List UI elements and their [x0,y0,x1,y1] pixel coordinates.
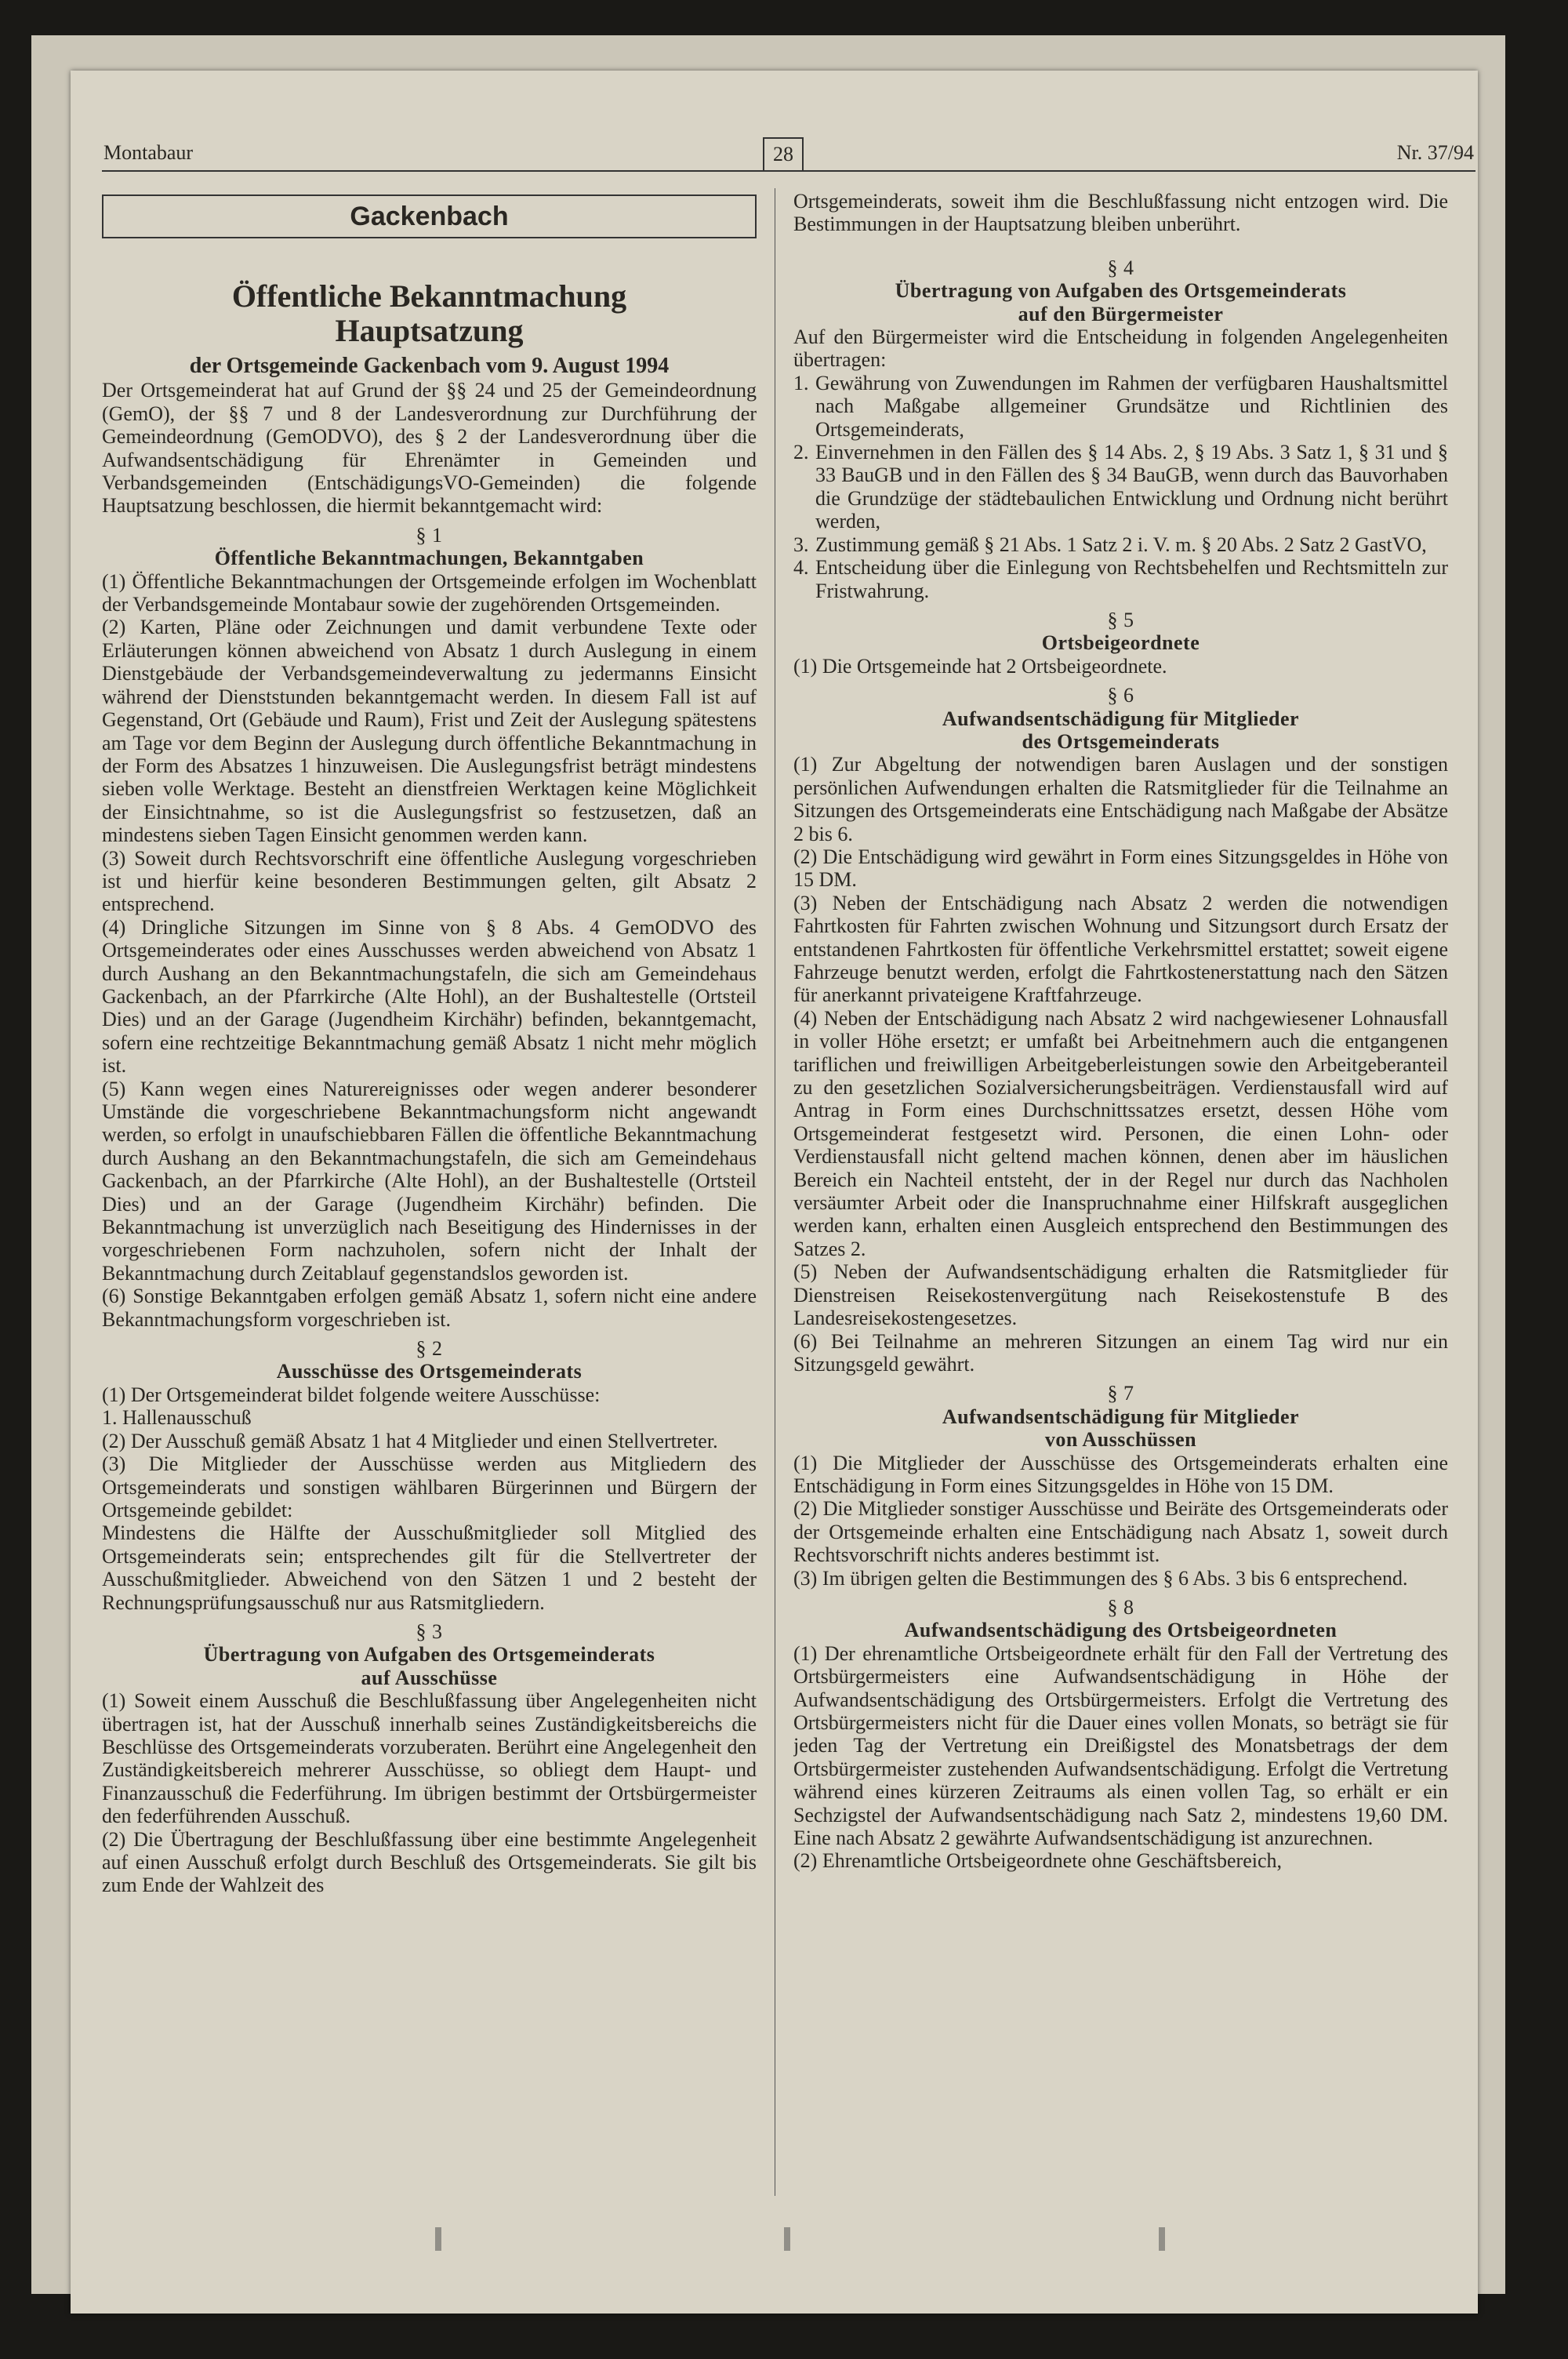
list-item-text: Gewährung von Zuwendungen im Rahmen der verfügbaren Haushaltsmittel nach Maßgabe allgemeiner Grundsätze und Richtlinien des Ortsgemeinderats, [815,371,1448,441]
binding-mark [1159,2227,1165,2251]
section-8-heading [793,1596,1448,1642]
section-number: § 1 [416,523,443,547]
paragraph: (1) Soweit einem Ausschuß die Beschlußfassung über Angelegenheiten nicht übertragen ist, hat der Ausschuß innerhalb seines Zuständigkeitsbereichs die Beschlüsse des Ortsgemeinderats vorzuberaten. Berührt eine Angelegenheit den Zuständigkeitsbereich mehrerer Ausschüsse, so obliegt dem Haupt- und Finanzausschuß die Federführung. Im übrigen bestimmt der Ortsbürgermeister den federführenden Ausschuß. [102,1689,757,1828]
section-title-line1: Übertragung von Aufgaben des Ortsgemeinderats [203,1643,655,1667]
section-title: Ortsbeigeordnete [1041,631,1200,655]
paragraph: (5) Neben der Aufwandsentschädigung erhalten die Ratsmitglieder für Dienstreisen Reisekostenvergütung nach Reisekostenstufe B des Landesreisekostengesetzes. [793,1260,1448,1330]
list-item-number: 4. [793,556,809,580]
section-number: § 2 [416,1337,443,1361]
section-number: § 6 [1107,684,1134,707]
list-item-text: Zustimmung gemäß § 21 Abs. 1 Satz 2 i. V. m. § 20 Abs. 2 Satz 2 GastVO, [815,533,1427,556]
header-issue: Nr. 37/94 [1396,141,1474,164]
header-place: Montabaur [103,141,194,164]
list-item [793,372,1448,441]
section-title-line2: des Ortsgemeinderats [1022,729,1220,753]
paragraph: (1) Öffentliche Bekanntmachungen der Ortsgemeinde erfolgen im Wochenblatt der Verbandsgemeinde Montabaur sowie der zugehörenden Ortsgemeinden. [102,569,757,616]
paragraph: (3) Im übrigen gelten die Bestimmungen des § 6 Abs. 3 bis 6 entsprechend. [793,1566,1408,1590]
section-title: Ausschüsse des Ortsgemeinderats [276,1360,583,1383]
section-number: § 4 [1107,256,1134,279]
notice-subtitle: der Ortsgemeinde Gackenbach vom 9. August 1994 [189,354,670,378]
notice-title-line1: Öffentliche Bekanntmachung [231,278,627,314]
section-title: Aufwandsentschädigung des Ortsbeigeordneten [904,1619,1338,1642]
section-number: § 3 [416,1619,443,1643]
paragraph: Mindestens die Hälfte der Ausschußmitglieder soll Mitglied des Ortsgemeinderats sein; entsprechendes gilt für die Stellvertreter der Ausschußmitglieder. Abweichend von den Sätzen 1 und 2 besteht der Rechnungsprüfungsausschuß nur aus Ratsmitgliedern. [102,1521,757,1614]
paragraph: (2) Die Mitglieder sonstiger Ausschüsse und Beiräte des Ortsgemeinderats oder der Ortsgemeinde erhalten eine Entschädigung nach Absatz 1, soweit durch Rechtsvorschrift nichts anderes bestimmt ist. [793,1497,1448,1567]
section-title-line2: auf den Bürgermeister [1018,302,1224,325]
paragraph: (5) Kann wegen eines Naturereignisses oder wegen anderer besonderer Umstände die vorgeschriebene Bekanntmachungsform nicht angewandt werden, so erfolgt in unaufschiebbaren Fällen die öffentliche Bekanntmachung durch Aushang an den Bekanntmachungstafeln, die sich am Gemeindehaus Gackenbach, an der Pfarrkirche (Alte Hohl), an der Bushaltestelle (Ortsteil Dies) und an der Garage (Jugendheim Kirchähr) befinden. Die Bekanntmachung ist unverzüglich nach Beseitigung des Hindernisses in der vorgeschriebenen Form nachzuholen, sofern nicht der Inhalt der Bekanntmachung durch Zeitablauf gegenstandslos geworden ist. [102,1077,757,1285]
section-title-line1: Aufwandsentschädigung für Mitglieder [942,707,1300,730]
paragraph: (3) Neben der Entschädigung nach Absatz 2 werden die notwendigen Fahrtkosten für Fahrten zwischen Wohnung und Sitzungsort durch Ersatz der entstandenen Fahrtkosten für öffentliche Verkehrsmittel erstattet; soweit eigene Fahrzeuge benutzt werden, erfolgt die Fahrtkostenerstattung nach den Sätzen für anerkannt privateigene Kraftfahrzeuge. [793,891,1448,1007]
paragraph: (6) Sonstige Bekanntgaben erfolgen gemäß Absatz 1, sofern nicht eine andere Bekanntmachungsform vorgeschrieben ist. [102,1285,757,1331]
paragraph: (4) Dringliche Sitzungen im Sinne von § 8 Abs. 4 GemODVO des Ortsgemeinderates oder eines Ausschusses werden abweichend von Absatz 1 durch Aushang an den Bekanntmachungstafeln, die sich am Gemeindehaus Gackenbach, an der Pfarrkirche (Alte Hohl), an der Bushaltestelle (Ortsteil Dies) und an der Garage (Jugendheim Kirchähr) befinden, bekanntgemacht, sofern eine rechtzeitige Bekanntmachung gemäß Absatz 1 nicht mehr möglich ist. [102,915,757,1078]
paragraph: (3) Die Mitglieder der Ausschüsse werden aus Mitgliedern des Ortsgemeinderats und sonstigen wählbaren Bürgerinnen und Bürgern der Ortsgemeinde gebildet: [102,1452,757,1521]
list-item-number: 1. [793,371,809,394]
section-title-line2: auf Ausschüsse [361,1666,498,1689]
binding-mark [435,2227,441,2251]
paragraph: (3) Soweit durch Rechtsvorschrift eine öffentliche Auslegung vorgeschrieben ist und hierfür keine besonderen Bestimmungen gelten, gilt Absatz 2 entsprechend. [102,846,757,916]
notice-title-line2: Hauptsatzung [335,313,524,348]
notice-title [102,279,757,348]
paragraph: (2) Karten, Pläne oder Zeichnungen und damit verbundene Texte oder Erläuterungen können abweichend von Absatz 1 durch Auslegung in einem Dienstgebäude der Verbandsgemeindeverwaltung zu jedermanns Einsicht während der Dienststunden bekanntgemacht werden. In diesem Fall ist auf Gegenstand, Ort (Gebäude und Raum), Frist und Zeit der Auslegung spätestens am Tage vor dem Beginn der Auslegung durch öffentliche Bekanntmachung in der Form des Absatzes 1 hinzuweisen. Die Auslegungsfrist beträgt mindestens sieben volle Werktage. Besteht an dienstfreien Werktagen keine Möglichkeit der Einsichtnahme, so ist die Auslegungsfrist so festzusetzen, daß an mindestens sieben Tagen Einsicht genommen werden kann. [102,616,757,847]
section-5-heading [793,609,1448,655]
right-column [793,190,1448,2194]
list-item [793,441,1448,533]
paragraph: (2) Der Ausschuß gemäß Absatz 1 hat 4 Mitglieder und einen Stellvertreter. [102,1429,718,1452]
paragraph: (2) Ehrenamtliche Ortsbeigeordnete ohne Geschäftsbereich, [793,1849,1283,1873]
paragraph: (6) Bei Teilnahme an mehreren Sitzungen an einem Tag wird nur ein Sitzungsgeld gewährt. [793,1329,1448,1376]
list-item [793,533,1448,556]
section-title-line2: von Ausschüssen [1044,1428,1197,1452]
paragraph: (1) Der ehrenamtliche Ortsbeigeordnete erhält für den Fall der Vertretung des Ortsbürgermeisters eine Aufwandsentschädigung in Höhe der Aufwandsentschädigung des Ortsbürgermeisters. Erfolgt die Vertretung des Ortsbürgermeisters nicht für die Dauer eines vollen Monats, so beträgt sie für jeden Tag der Vertretung ein Dreißigstel des Monatsbetrags der dem Ortsbürgermeister zustehenden Aufwandsentschädigung. Erfolgt die Vertretung während eines kürzeren Zeitraums als einen vollen Tag, so erhält er ein Sechzigstel der Aufwandsentschädigung nach Satz 2, mindestens 19,60 DM. Eine nach Absatz 2 gewährte Aufwandsentschädigung ist anzurechnen. [793,1641,1448,1850]
section-title: Öffentliche Bekanntmachungen, Bekanntgaben [214,547,644,570]
section-6-heading [793,684,1448,753]
paragraph: Auf den Bürgermeister wird die Entscheidung in folgenden Angelegenheiten übertragen: [793,325,1448,372]
section-4-heading [793,256,1448,325]
paragraph: (1) Zur Abgeltung der notwendigen baren Auslagen und der sonstigen persönlichen Aufwendungen erhalten die Ratsmitglieder für die Teilnahme an Sitzungen des Ortsgemeinderats eine Entschädigung nach Maßgabe der Absätze 2 bis 6. [793,753,1448,845]
section-3-heading [102,1620,757,1689]
paragraph: (1) Die Mitglieder der Ausschüsse des Ortsgemeinderats erhalten eine Entschädigung in Form eines Sitzungsgeldes in Höhe von 15 DM. [793,1451,1448,1497]
paragraph: (4) Neben der Entschädigung nach Absatz 2 wird nachgewiesener Lohnausfall in voller Höhe ersetzt; er umfaßt bei Arbeitnehmern auch die entgangenen tariflichen und freiwilligen Arbeitgeberleistungen sowie den Arbeitgeberanteil zu den gesetzlichen Sozialversicherungsbeiträgen. Verdienstausfall wird auf Antrag in Form eines Durchschnittssatzes ersetzt, dessen Höhe vom Ortsgemeinderat festgesetzt wird. Personen, die einen Lohn- oder Verdienstausfall nicht geltend machen können, denen aber im häuslichen Bereich ein Nachteil entsteht, der in der Regel nur durch das Nachholen versäumter Arbeit oder die Inanspruchnahme einer Hilfskraft ausgeglichen werden kann, erhalten einen Ausgleich entsprechend den Bestimmungen des Satzes 2. [793,1006,1448,1260]
section-title-line1: Übertragung von Aufgaben des Ortsgemeinderats [895,279,1347,303]
section-title-line1: Aufwandsentschädigung für Mitglieder [942,1405,1300,1428]
paragraph: (1) Der Ortsgemeinderat bildet folgende weitere Ausschüsse: [102,1383,601,1406]
section-2-heading [102,1337,757,1383]
header-page-number: 28 [763,137,804,172]
list-item-number: 3. [793,533,809,556]
paragraph: (2) Die Übertragung der Beschlußfassung über eine bestimmte Angelegenheit auf einen Ausschuß erfolgt durch Beschluß des Ortsgemeinderats. Sie gilt bis zum Ende der Wahlzeit des [102,1827,757,1897]
section-number: § 8 [1107,1595,1134,1619]
section-number: § 7 [1107,1382,1134,1405]
paragraph: (2) Die Entschädigung wird gewährt in Form eines Sitzungsgeldes in Höhe von 15 DM. [793,845,1448,892]
list-item: 1. Hallenausschuß [102,1406,252,1430]
binding-mark [784,2227,790,2251]
list-item-number: 2. [793,441,809,464]
left-column [102,190,757,2194]
list-item-text: Entscheidung über die Einlegung von Rechtsbehelfen und Rechtsmitteln zur Fristwahrung. [815,556,1448,602]
continuation-paragraph: Ortsgemeinderats, soweit ihm die Beschlußfassung nicht entzogen wird. Die Bestimmungen in der Hauptsatzung bleiben unberührt. [793,190,1448,236]
section-number: § 5 [1107,608,1134,631]
list-item [793,556,1448,602]
municipality-banner: Gackenbach [102,194,757,238]
paragraph: (1) Die Ortsgemeinde hat 2 Ortsbeigeordnete. [793,654,1167,678]
intro-paragraph: Der Ortsgemeinderat hat auf Grund der §§ 24 und 25 der Gemeindeordnung (GemO), der §§ 7 und 8 der Landesverordnung zur Durchführung der Gemeindeordnung (GemODVO), des § 2 der Landesverordnung über die Aufwandsentschädigung für Ehrenämter in Gemeinden und Verbandsgemeinden (EntschädigungsVO-Gemeinden) die folgende Hauptsatzung beschlossen, die hiermit bekanntgemacht wird: [102,379,757,518]
list-item-text: Einvernehmen in den Fällen des § 14 Abs. 2, § 19 Abs. 3 Satz 1, § 31 und § 33 BauGB und in den Fällen des § 34 BauGB, wenn durch das Bauvorhaben die Grundzüge der städtebaulichen Entwicklung und Ordnung nicht berührt werden, [815,441,1448,533]
section-7-heading [793,1382,1448,1451]
section-1-heading [102,524,757,570]
header-rule [102,170,1475,172]
